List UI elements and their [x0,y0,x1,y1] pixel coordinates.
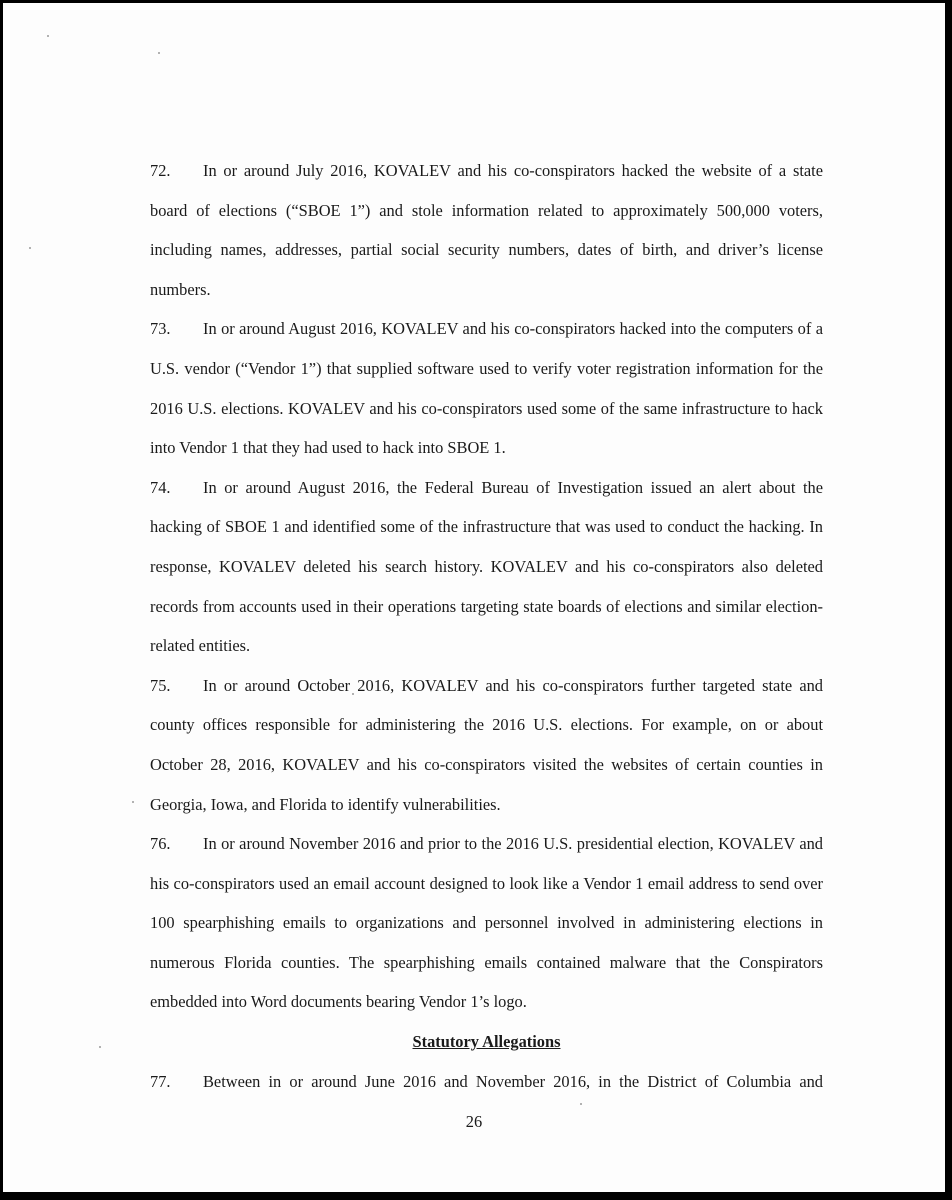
paragraph-text: In or around November 2016 and prior to the 2016 U.S. presidential election, KOVALEV and his co-conspirators used an email account designed to look like a Vendor 1 email address to send over 100 spearphishing emails to organizations and personnel involved in administering elections in numerous Florida counties. The spearphishing emails contained malware that the Conspirators embedded into Word documents bearing Vendor 1’s logo. [150,834,823,1012]
paragraph-number: 76. [150,834,171,854]
paragraph-text: In or around October 2016, KOVALEV and his co-conspirators further targeted state and county offices responsible for administering the 2016 U.S. elections. For example, on or about October 28, 2016, KOVALEV and his co-conspirators visited the websites of certain counties in Georgia, Iowa, and Florida to identify vulnerabilities. [150,675,823,814]
paragraph-72 [150,151,823,309]
section-heading: Statutory Allegations [412,1032,561,1052]
paragraph-76 [150,824,823,1022]
document-body [150,151,823,1101]
scan-speck [47,35,49,37]
paragraph-number: 75. [150,675,171,695]
paragraph-number: 72. [150,161,171,180]
paragraph-75 [150,666,823,824]
paragraph-text: In or around July 2016, KOVALEV and his co-conspirators hacked the website of a state board of elections (“SBOE 1”) and stole information related to approximately 500,000 voters, including names, addresses, partial social security numbers, dates of birth, and driver’s license numbers. [150,161,823,299]
paragraph-77 [150,1062,823,1102]
paragraph-text: Between in or around June 2016 and November 2016, in the District of Columbia and [203,1071,823,1091]
scan-speck [132,801,134,803]
scan-speck [580,1103,582,1105]
scan-speck [158,52,160,54]
paragraph-73 [150,309,823,467]
document-page [3,3,945,1192]
paragraph-74 [150,468,823,666]
page-number: 26 [465,1112,483,1131]
paragraph-text: In or around August 2016, KOVALEV and his co-conspirators hacked into the computers of a U.S. vendor (“Vendor 1”) that supplied software used to verify voter registration information for the 2016 U.S. elections. KOVALEV and his co-conspirators used some of the same infrastructure to hack into Vendor 1 that they had used to hack into SBOE 1. [150,319,823,458]
scan-speck [29,247,31,249]
scan-speck [99,1046,101,1048]
paragraph-number: 74. [150,477,171,497]
paragraph-number: 77. [150,1071,171,1091]
paragraph-number: 73. [150,319,171,339]
paragraph-text: In or around August 2016, the Federal Bureau of Investigation issued an alert about the hacking of SBOE 1 and identified some of the infrastructure that was used to conduct the hacking. In response, KOVALEV deleted his search history. KOVALEV and his co-conspirators also deleted records from accounts used in their operations targeting state boards of elections and similar election-related entities. [150,477,823,656]
